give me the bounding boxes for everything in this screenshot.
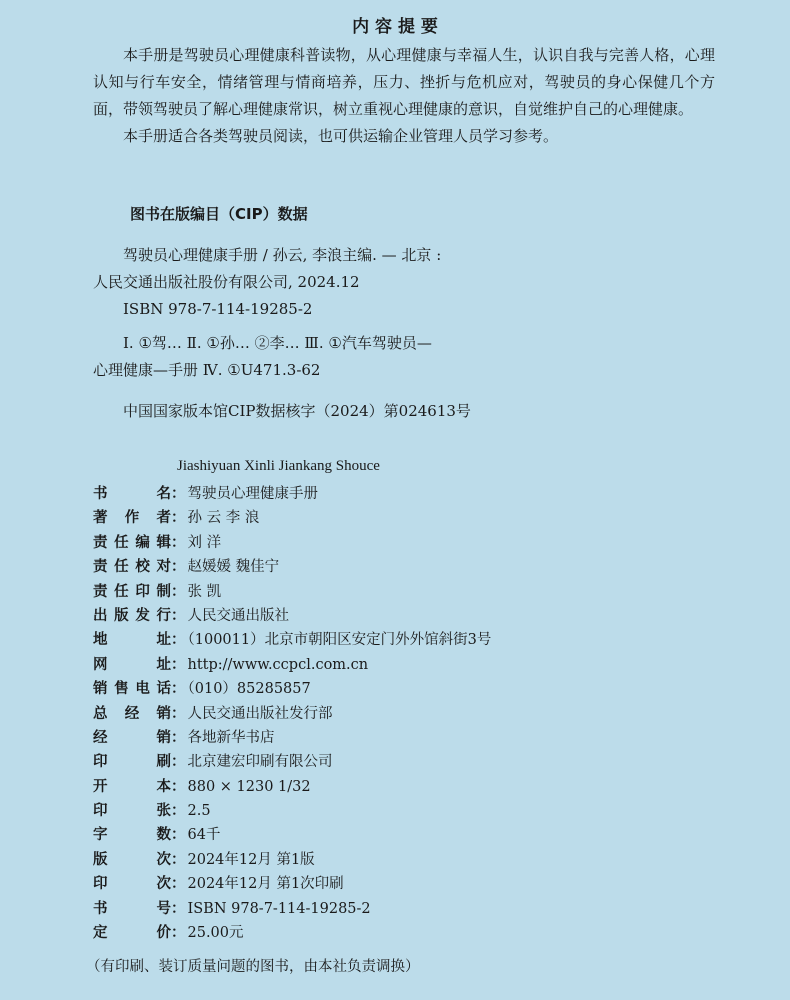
colophon-label: 印刷 xyxy=(93,754,171,771)
colophon-value: 赵媛媛 魏佳宁 xyxy=(187,559,280,576)
colophon-label: 经销 xyxy=(93,729,171,746)
colophon-colon: ： xyxy=(171,778,186,795)
cip-entry xyxy=(93,242,733,323)
colophon-row xyxy=(93,628,733,652)
colophon-value: （100011）北京市朝阳区安定门外外馆斜街3号 xyxy=(187,632,492,649)
colophon-colon: ： xyxy=(171,681,186,698)
colophon-value: 25.00元 xyxy=(187,925,244,942)
summary-title: 内 容 提 要 xyxy=(352,17,438,37)
cip-class-line: Ⅰ. ①驾… Ⅱ. ①孙… ②李… Ⅲ. ①汽车驾驶员— xyxy=(123,334,432,352)
colophon-value: 880 × 1230 1/32 xyxy=(187,778,311,795)
summary-paragraph: 本手册是驾驶员心理健康科普读物，从心理健康与幸福人生，认识自我与完善人格，心理认知与行车安全，情绪管理与情商培养，压力、挫折与危机应对，驾驶员的身心保健几个方面，带领驾驶员了解心理健康常识，树立重视心理健康的意识，自觉维护自己的心理健康。 xyxy=(93,46,715,118)
colophon-value: 64千 xyxy=(187,827,221,844)
cip-heading: 图书在版编目（CIP）数据 xyxy=(130,205,308,223)
colophon-label: 版次 xyxy=(93,851,171,868)
colophon-value: 刘 洋 xyxy=(187,534,222,551)
quality-notice: （有印刷、装订质量问题的图书，由本社负责调换） xyxy=(86,959,420,975)
colophon-colon: ： xyxy=(171,607,186,624)
colophon-colon: ： xyxy=(171,583,186,600)
colophon-row xyxy=(93,750,733,774)
colophon-value: 驾驶员心理健康手册 xyxy=(187,486,318,502)
colophon-value: 人民交通出版社 xyxy=(187,607,289,624)
colophon-colon: ： xyxy=(171,559,186,576)
colophon-row xyxy=(93,677,733,701)
cip-class-line: 心理健康—手册 Ⅳ. ①U471.3-62 xyxy=(93,361,321,379)
colophon-value: 孙 云 李 浪 xyxy=(187,510,260,527)
summary-paragraph: 本手册适合各类驾驶员阅读，也可供运输企业管理人员学习参考。 xyxy=(123,127,559,145)
colophon-value: 人民交通出版社发行部 xyxy=(187,705,333,722)
colophon-row xyxy=(93,775,733,799)
colophon-label: 责任校对 xyxy=(93,559,171,576)
colophon-colon: ： xyxy=(171,632,186,649)
colophon-value: 各地新华书店 xyxy=(187,729,275,746)
colophon-row xyxy=(93,848,733,872)
colophon-row xyxy=(93,531,733,555)
colophon-label: 出版发行 xyxy=(93,607,171,624)
colophon-row xyxy=(93,921,733,945)
colophon-label: 销售电话 xyxy=(93,681,171,698)
colophon-value: 2024年12月 第1次印刷 xyxy=(187,876,344,893)
colophon-row xyxy=(93,653,733,677)
colophon-label: 责任编辑 xyxy=(93,534,171,551)
colophon-colon: ： xyxy=(171,486,186,502)
colophon-label: 网址 xyxy=(93,656,171,673)
colophon-value: http://www.ccpcl.com.cn xyxy=(187,656,369,673)
colophon-colon: ： xyxy=(171,900,186,917)
colophon-row xyxy=(93,872,733,896)
colophon-value: 2.5 xyxy=(187,803,211,820)
colophon-label: 著作者 xyxy=(93,510,171,527)
colophon-value: 北京建宏印刷有限公司 xyxy=(187,754,333,771)
colophon-row xyxy=(93,555,733,579)
colophon-value: ISBN 978-7-114-19285-2 xyxy=(187,900,371,917)
colophon-label: 总经销 xyxy=(93,705,171,722)
colophon-row xyxy=(93,482,733,506)
colophon-colon: ： xyxy=(171,851,186,868)
summary-body xyxy=(93,42,715,150)
colophon-colon: ： xyxy=(171,876,186,893)
cip-record-number: 中国国家版本馆CIP数据核字（2024）第024613号 xyxy=(123,402,471,420)
colophon-row xyxy=(93,604,733,628)
colophon-colon: ： xyxy=(171,656,186,673)
colophon-colon: ： xyxy=(171,510,186,527)
cip-entry-line: 驾驶员心理健康手册 / 孙云, 李浪主编. — 北京 : xyxy=(123,246,442,264)
colophon-colon: ： xyxy=(171,705,186,722)
colophon-list xyxy=(93,482,733,945)
colophon-row xyxy=(93,702,733,726)
pinyin-title: Jiashiyuan Xinli Jiankang Shouce xyxy=(177,458,380,474)
colophon-colon: ： xyxy=(171,925,186,942)
colophon-colon: ： xyxy=(171,729,186,746)
colophon-label: 字数 xyxy=(93,827,171,844)
colophon-label: 印次 xyxy=(93,876,171,893)
cip-classification xyxy=(93,330,733,384)
colophon-row xyxy=(93,506,733,530)
colophon-colon: ： xyxy=(171,534,186,551)
colophon-colon: ： xyxy=(171,827,186,844)
colophon-colon: ： xyxy=(171,754,186,771)
colophon-value: 2024年12月 第1版 xyxy=(187,851,315,868)
colophon-row xyxy=(93,897,733,921)
colophon-label: 开本 xyxy=(93,778,171,795)
colophon-label: 书号 xyxy=(93,900,171,917)
colophon-label: 定价 xyxy=(93,925,171,942)
cip-record xyxy=(93,398,733,425)
colophon-row xyxy=(93,823,733,847)
colophon-label: 书名 xyxy=(93,486,171,502)
cip-entry-line: 人民交通出版社股份有限公司, 2024.12 xyxy=(93,273,360,291)
colophon-label: 印张 xyxy=(93,803,171,820)
colophon-value: （010）85285857 xyxy=(187,681,311,698)
colophon-row xyxy=(93,799,733,823)
colophon-label: 地址 xyxy=(93,632,171,649)
colophon-row xyxy=(93,580,733,604)
colophon-colon: ： xyxy=(171,803,186,820)
colophon-row xyxy=(93,726,733,750)
colophon-value: 张 凯 xyxy=(187,583,222,600)
cip-isbn: ISBN 978-7-114-19285-2 xyxy=(123,300,313,318)
colophon-label: 责任印制 xyxy=(93,583,171,600)
